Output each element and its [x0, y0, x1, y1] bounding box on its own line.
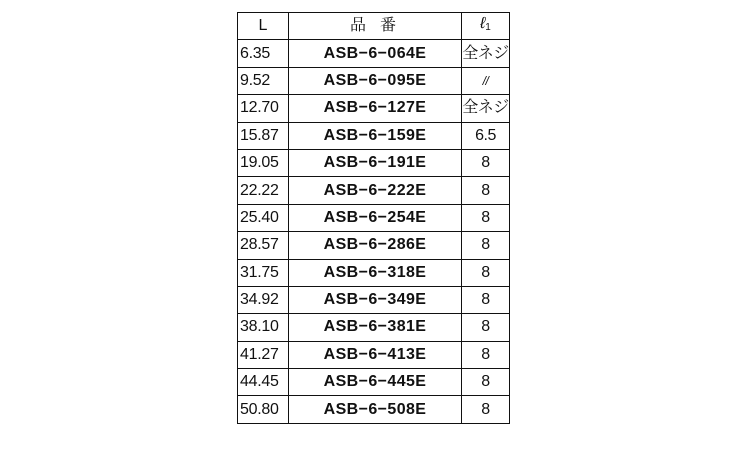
cell-part-number: ASB−6−508E — [289, 396, 462, 423]
cell-thread-length: 8 — [462, 286, 510, 313]
table-row — [238, 341, 510, 368]
cell-length: 28.57 — [238, 232, 289, 259]
header-row — [238, 13, 510, 40]
table-row — [238, 149, 510, 176]
cell-part-number: ASB−6−064E — [289, 40, 462, 67]
cell-part-number: ASB−6−222E — [289, 177, 462, 204]
cell-length: 50.80 — [238, 396, 289, 423]
cell-part-number: ASB−6−445E — [289, 369, 462, 396]
cell-thread-length: 8 — [462, 232, 510, 259]
cell-part-number: ASB−6−286E — [289, 232, 462, 259]
spec-table — [237, 12, 510, 424]
table-row — [238, 314, 510, 341]
cell-length: 44.45 — [238, 369, 289, 396]
cell-length: 38.10 — [238, 314, 289, 341]
cell-length: 6.35 — [238, 40, 289, 67]
header-thread-length-symbol: ℓ — [480, 15, 486, 33]
cell-part-number: ASB−6−318E — [289, 259, 462, 286]
table-row — [238, 259, 510, 286]
table-row — [238, 369, 510, 396]
cell-length: 9.52 — [238, 67, 289, 94]
cell-part-number: ASB−6−095E — [289, 67, 462, 94]
header-thread-length-subscript: 1 — [485, 22, 491, 34]
cell-thread-length: 8 — [462, 369, 510, 396]
cell-part-number: ASB−6−349E — [289, 286, 462, 313]
cell-thread-length: 全ネジ — [462, 40, 510, 67]
cell-thread-length: 6.5 — [462, 122, 510, 149]
cell-thread-length: 8 — [462, 396, 510, 423]
cell-thread-length: 8 — [462, 204, 510, 231]
cell-part-number: ASB−6−413E — [289, 341, 462, 368]
cell-thread-length: 8 — [462, 314, 510, 341]
table-body — [238, 13, 510, 424]
cell-part-number: ASB−6−159E — [289, 122, 462, 149]
cell-thread-length: 8 — [462, 259, 510, 286]
cell-part-number: ASB−6−381E — [289, 314, 462, 341]
header-length: L — [238, 13, 289, 40]
cell-length: 25.40 — [238, 204, 289, 231]
cell-length: 41.27 — [238, 341, 289, 368]
table-row — [238, 396, 510, 423]
header-part-number: 品番 — [289, 13, 462, 40]
table-row — [238, 95, 510, 122]
cell-length: 34.92 — [238, 286, 289, 313]
table-row — [238, 286, 510, 313]
cell-length: 31.75 — [238, 259, 289, 286]
table-row — [238, 122, 510, 149]
header-thread-length — [462, 13, 510, 40]
table-row — [238, 67, 510, 94]
cell-length: 15.87 — [238, 122, 289, 149]
table-row — [238, 232, 510, 259]
table-row — [238, 40, 510, 67]
cell-thread-length: 8 — [462, 177, 510, 204]
table-row — [238, 204, 510, 231]
cell-thread-length: 8 — [462, 149, 510, 176]
table-row — [238, 177, 510, 204]
cell-part-number: ASB−6−254E — [289, 204, 462, 231]
cell-thread-length: 全ネジ — [462, 95, 510, 122]
cell-length: 19.05 — [238, 149, 289, 176]
cell-length: 22.22 — [238, 177, 289, 204]
cell-part-number: ASB−6−127E — [289, 95, 462, 122]
cell-part-number: ASB−6−191E — [289, 149, 462, 176]
cell-thread-length: 8 — [462, 341, 510, 368]
cell-length: 12.70 — [238, 95, 289, 122]
cell-thread-length: // — [462, 67, 510, 94]
